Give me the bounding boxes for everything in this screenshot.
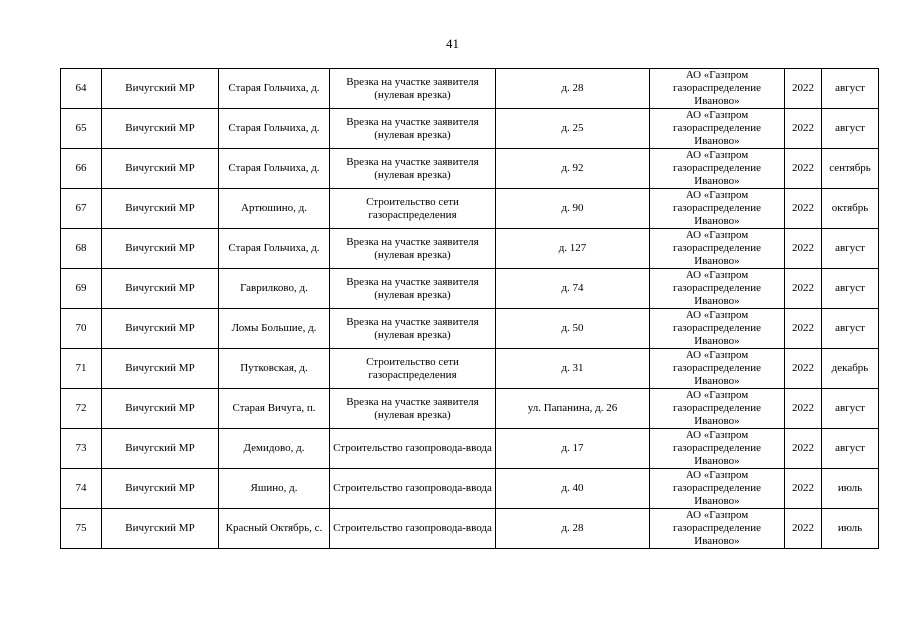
settlement-cell: Старая Гольчиха, д. (219, 109, 330, 149)
district-cell: Вичугский МР (102, 309, 219, 349)
work-type-cell: Строительство газопровода-ввода (330, 469, 496, 509)
work-type-cell: Строительство газопровода-ввода (330, 509, 496, 549)
settlement-cell: Ломы Большие, д. (219, 309, 330, 349)
work-type-cell: Врезка на участке заявителя (нулевая врезка) (330, 389, 496, 429)
row-number-cell: 68 (61, 229, 102, 269)
settlement-cell: Старая Гольчиха, д. (219, 149, 330, 189)
settlement-cell: Старая Вичуга, п. (219, 389, 330, 429)
table-row (61, 509, 879, 549)
organization-cell: АО «Газпром газораспределение Иваново» (650, 469, 785, 509)
organization-cell: АО «Газпром газораспределение Иваново» (650, 189, 785, 229)
row-number-cell: 67 (61, 189, 102, 229)
month-cell: август (822, 429, 879, 469)
work-type-cell: Строительство сети газораспределения (330, 349, 496, 389)
month-cell: сентябрь (822, 149, 879, 189)
gasification-table (60, 68, 879, 549)
address-cell: д. 127 (496, 229, 650, 269)
district-cell: Вичугский МР (102, 149, 219, 189)
table-row (61, 349, 879, 389)
address-cell: д. 28 (496, 509, 650, 549)
year-cell: 2022 (785, 149, 822, 189)
row-number-cell: 74 (61, 469, 102, 509)
year-cell: 2022 (785, 229, 822, 269)
year-cell: 2022 (785, 309, 822, 349)
row-number-cell: 70 (61, 309, 102, 349)
table-row (61, 69, 879, 109)
organization-cell: АО «Газпром газораспределение Иваново» (650, 509, 785, 549)
organization-cell: АО «Газпром газораспределение Иваново» (650, 229, 785, 269)
row-number-cell: 66 (61, 149, 102, 189)
settlement-cell: Красный Октябрь, с. (219, 509, 330, 549)
organization-cell: АО «Газпром газораспределение Иваново» (650, 309, 785, 349)
month-cell: октябрь (822, 189, 879, 229)
address-cell: д. 50 (496, 309, 650, 349)
table-row (61, 429, 879, 469)
organization-cell: АО «Газпром газораспределение Иваново» (650, 109, 785, 149)
work-type-cell: Врезка на участке заявителя (нулевая врезка) (330, 309, 496, 349)
address-cell: д. 74 (496, 269, 650, 309)
district-cell: Вичугский МР (102, 269, 219, 309)
year-cell: 2022 (785, 429, 822, 469)
row-number-cell: 69 (61, 269, 102, 309)
address-cell: д. 31 (496, 349, 650, 389)
row-number-cell: 64 (61, 69, 102, 109)
settlement-cell: Яшино, д. (219, 469, 330, 509)
organization-cell: АО «Газпром газораспределение Иваново» (650, 389, 785, 429)
settlement-cell: Старая Гольчиха, д. (219, 229, 330, 269)
district-cell: Вичугский МР (102, 469, 219, 509)
organization-cell: АО «Газпром газораспределение Иваново» (650, 269, 785, 309)
work-type-cell: Врезка на участке заявителя (нулевая врезка) (330, 269, 496, 309)
month-cell: декабрь (822, 349, 879, 389)
address-cell: д. 28 (496, 69, 650, 109)
year-cell: 2022 (785, 109, 822, 149)
work-type-cell: Строительство сети газораспределения (330, 189, 496, 229)
work-type-cell: Строительство газопровода-ввода (330, 429, 496, 469)
work-type-cell: Врезка на участке заявителя (нулевая врезка) (330, 229, 496, 269)
table-row (61, 229, 879, 269)
year-cell: 2022 (785, 509, 822, 549)
district-cell: Вичугский МР (102, 429, 219, 469)
month-cell: август (822, 69, 879, 109)
year-cell: 2022 (785, 389, 822, 429)
year-cell: 2022 (785, 469, 822, 509)
table-row (61, 389, 879, 429)
table-row (61, 269, 879, 309)
work-type-cell: Врезка на участке заявителя (нулевая врезка) (330, 109, 496, 149)
year-cell: 2022 (785, 349, 822, 389)
row-number-cell: 65 (61, 109, 102, 149)
year-cell: 2022 (785, 269, 822, 309)
table-row (61, 149, 879, 189)
work-type-cell: Врезка на участке заявителя (нулевая врезка) (330, 69, 496, 109)
address-cell: д. 17 (496, 429, 650, 469)
month-cell: июль (822, 469, 879, 509)
district-cell: Вичугский МР (102, 69, 219, 109)
district-cell: Вичугский МР (102, 509, 219, 549)
month-cell: август (822, 309, 879, 349)
table-row (61, 309, 879, 349)
organization-cell: АО «Газпром газораспределение Иваново» (650, 349, 785, 389)
table-row (61, 109, 879, 149)
district-cell: Вичугский МР (102, 389, 219, 429)
district-cell: Вичугский МР (102, 109, 219, 149)
settlement-cell: Демидово, д. (219, 429, 330, 469)
table-row (61, 469, 879, 509)
year-cell: 2022 (785, 69, 822, 109)
year-cell: 2022 (785, 189, 822, 229)
district-cell: Вичугский МР (102, 229, 219, 269)
page-number: 41 (446, 36, 459, 51)
address-cell: д. 40 (496, 469, 650, 509)
month-cell: июль (822, 509, 879, 549)
organization-cell: АО «Газпром газораспределение Иваново» (650, 429, 785, 469)
settlement-cell: Путковская, д. (219, 349, 330, 389)
row-number-cell: 72 (61, 389, 102, 429)
month-cell: август (822, 229, 879, 269)
row-number-cell: 73 (61, 429, 102, 469)
address-cell: д. 25 (496, 109, 650, 149)
organization-cell: АО «Газпром газораспределение Иваново» (650, 149, 785, 189)
work-type-cell: Врезка на участке заявителя (нулевая врезка) (330, 149, 496, 189)
row-number-cell: 75 (61, 509, 102, 549)
month-cell: август (822, 389, 879, 429)
month-cell: август (822, 109, 879, 149)
table-row (61, 189, 879, 229)
settlement-cell: Артюшино, д. (219, 189, 330, 229)
district-cell: Вичугский МР (102, 189, 219, 229)
address-cell: д. 92 (496, 149, 650, 189)
organization-cell: АО «Газпром газораспределение Иваново» (650, 69, 785, 109)
address-cell: д. 90 (496, 189, 650, 229)
settlement-cell: Старая Гольчиха, д. (219, 69, 330, 109)
row-number-cell: 71 (61, 349, 102, 389)
settlement-cell: Гаврилково, д. (219, 269, 330, 309)
district-cell: Вичугский МР (102, 349, 219, 389)
month-cell: август (822, 269, 879, 309)
address-cell: ул. Папанина, д. 26 (496, 389, 650, 429)
